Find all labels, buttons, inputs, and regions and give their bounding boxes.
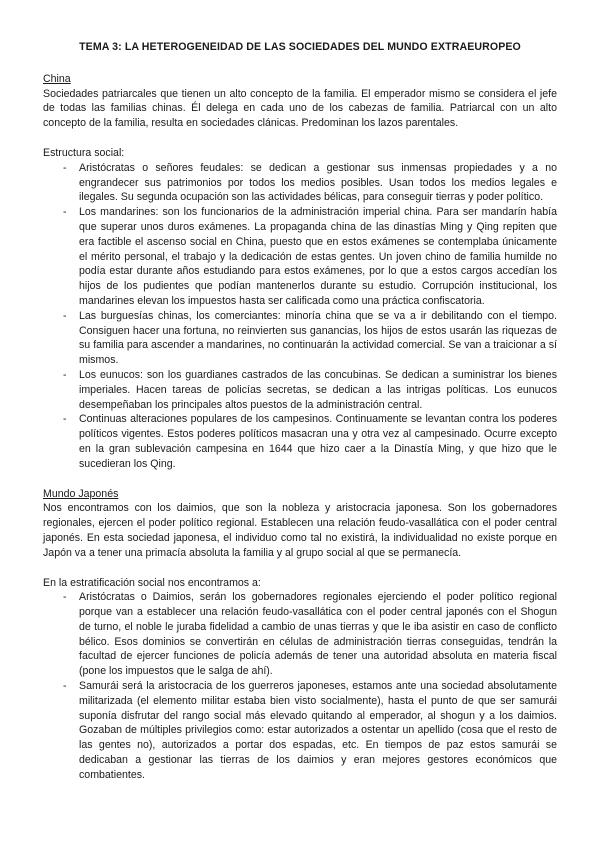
list-item bbox=[43, 412, 557, 471]
document-page bbox=[43, 40, 557, 783]
dash-bullet: - bbox=[63, 161, 67, 174]
japan-intro: Nos encontramos con los daimios, que son la nobleza y aristocracia japonesa. Son los gobernadores regionales, ejercen el poder político regional. Establecen una relación feudo-vasallática con el poder central japonés. En esta sociedad japonesa, el individuo como tal no existirá, la individualidad no existe porque en Japón va a tener una primacía absoluta la familia y al grupo social al que se permanecía. bbox=[43, 502, 557, 559]
document-title: TEMA 3: LA HETEROGENEIDAD DE LAS SOCIEDADES DEL MUNDO EXTRAEUROPEO bbox=[79, 41, 521, 53]
list-item bbox=[43, 161, 557, 205]
list-item-text: Los mandarines: son los funcionarios de la administración imperial china. Para ser mandarín había que superar unos duros exámenes. La propaganda china de las dinastías Ming y Qing repiten que era factible el ascenso social en China, puesto que en estos exámenes se contemplaba únicamente el mérito personal, el trabajo y la dedicación de estas gentes. Un joven chino de familia humilde no podía estar durante años estudiando para estos exámenes, por lo que a estos cargos accedían los hijos de los pudientes que podían mantenerlos durante su estudio. Corrupción institucional, los mandarines elevan los impuestos hasta ser calificada como una práctica confiscatoria. bbox=[79, 206, 557, 307]
section-japan bbox=[43, 487, 557, 783]
japan-structure-list bbox=[43, 590, 557, 782]
spacer bbox=[43, 131, 557, 146]
dash-bullet: - bbox=[63, 309, 67, 322]
list-item-text: Los eunucos: son los guardianes castrados de las concubinas. Se dedican a suministrar los bienes imperiales. Hacen tareas de policías secretas, se dedican a las intrigas políticas. Los eunucos desempeñaban los principales altos puestos de la administración central. bbox=[79, 368, 557, 411]
list-item-text: Aristócratas o señores feudales: se dedican a gestionar sus inmensas propiedades y a no engrandecer sus patrimonios por todos los medios posibles. Usan todos los medios legales e ilegales. Su segunda ocupación son las actividades bélicas, para conseguir tierras y poder político. bbox=[79, 161, 557, 204]
japan-heading: Mundo Japonés bbox=[43, 487, 119, 500]
china-structure-list bbox=[43, 161, 557, 472]
list-item bbox=[43, 205, 557, 309]
china-intro: Sociedades patriarcales que tienen un alto concepto de la familia. El emperador mismo se considera el jefe de todas las familias chinas. Él delega en cada uno de los cabezas de familia. Patriarcal con un alto concepto de la familia, resulta en sociedades clánicas. Predominan los lazos parentales. bbox=[43, 87, 557, 130]
list-item bbox=[43, 368, 557, 412]
japan-structure-label: En la estratificación social nos encontramos a: bbox=[43, 576, 261, 589]
china-structure-label: Estructura social: bbox=[43, 146, 125, 159]
dash-bullet: - bbox=[63, 413, 67, 426]
list-item bbox=[43, 679, 557, 783]
dash-bullet: - bbox=[63, 206, 67, 219]
spacer bbox=[43, 561, 557, 576]
dash-bullet: - bbox=[63, 368, 67, 381]
list-item-text: Las burguesías chinas, los comerciantes: minoría china que se va a ir debilitando con el tiempo. Consiguen hacer una fortuna, no reinvierten sus ganancias, los hijos de estos usarán las riquezas de su familia para ascender a mandarines, no continuarán la actividad comercial. Se van a traicionar a sí mismos. bbox=[79, 309, 557, 367]
list-item bbox=[43, 590, 557, 679]
dash-bullet: - bbox=[63, 680, 67, 693]
china-heading: China bbox=[43, 72, 71, 85]
list-item-text: Samurái será la aristocracia de los guerreros japoneses, estamos ante una sociedad absolutamente militarizada (el elemento militar estaba bien visto socialmente), hasta el punto de que ser samurái suponía disfrutar del rango social más elevado quitando al emperador, al shogun y a los daimios. Gozaban de múltiples privilegios como: estar autorizados a ostentar un apellido (cosa que el resto de las gentes no), autorizados a portar dos espadas, etc. En tiempos de paz estos samurái se dedicaban a gestionar las tierras de los daimios y eran mejores gestores económicos que combatientes. bbox=[79, 680, 557, 781]
list-item bbox=[43, 309, 557, 368]
section-china bbox=[43, 72, 557, 472]
spacer bbox=[43, 472, 557, 487]
list-item-text: Continuas alteraciones populares de los campesinos. Continuamente se levantan contra los poderes políticos vigentes. Estos poderes políticos masacran una y otra vez al campesinado. Ocurre excepto en la gran sublevación campesina en 1644 que hizo caer a la Dinastía Ming, y que hizo que le sucedieran los Qing. bbox=[79, 413, 557, 470]
dash-bullet: - bbox=[63, 591, 67, 604]
list-item-text: Aristócratas o Daimios, serán los gobernadores regionales ejerciendo el poder político regional porque van a establecer una relación feudo-vasallática con el poder central japonés con el Shogun de turno, el noble le juraba fidelidad a cambio de unas tierras y que le iba asistir en caso de conflicto bélico. Esos dominios se convertirán en células de administración tierras conseguidas, tendrán la facultad de ejercer funciones de policía además de tener una autoridad absoluta en materia fiscal (pone los impuestos que le salga de ahí). bbox=[79, 591, 557, 678]
